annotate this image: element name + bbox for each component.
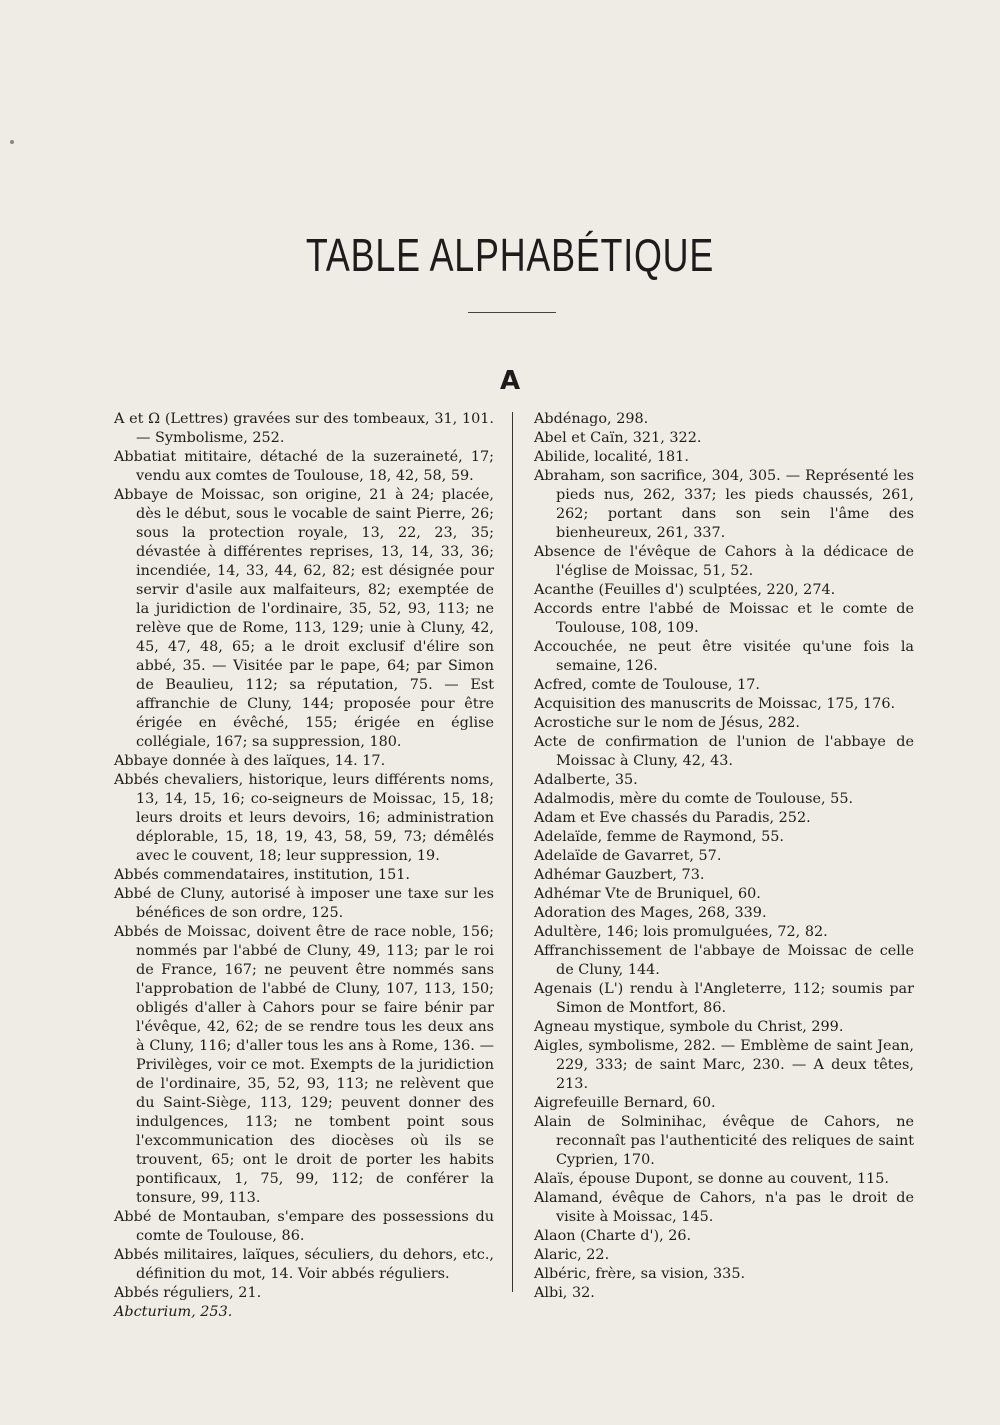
- column-divider: [512, 412, 513, 1292]
- index-entry: Abbatiat mititaire, détaché de la suzeraineté, 17; vendu aux comtes de Toulouse, 18, 42, 58, 59.: [114, 449, 494, 484]
- index-entry: Acfred, comte de Toulouse, 17.: [534, 677, 760, 693]
- index-entry: Acquisition des manuscrits de Moissac, 175, 176.: [534, 696, 896, 712]
- index-entry: Alaon (Charte d'), 26.: [534, 1228, 692, 1244]
- index-entry: Adultère, 146; lois promulguées, 72, 82.: [534, 924, 828, 940]
- index-entry: Adoration des Mages, 268, 339.: [534, 905, 767, 921]
- index-entry: Abbés réguliers, 21.: [114, 1285, 262, 1301]
- index-entry: Abbés commendataires, institution, 151.: [114, 867, 410, 883]
- index-entry: Acrostiche sur le nom de Jésus, 282.: [534, 715, 800, 731]
- index-entry: Agneau mystique, symbole du Christ, 299.: [534, 1019, 844, 1035]
- index-entry: Aigles, symbolisme, 282. — Emblème de saint Jean, 229, 333; de saint Marc, 230. — A deux têtes, 213.: [534, 1038, 914, 1092]
- index-entry: Albéric, frère, sa vision, 335.: [534, 1266, 746, 1282]
- index-entry: Abbaye donnée à des laïques, 14. 17.: [114, 753, 386, 769]
- index-entry: Agenais (L') rendu à l'Angleterre, 112; soumis par Simon de Montfort, 86.: [534, 981, 914, 1016]
- index-entry: Adam et Eve chassés du Paradis, 252.: [534, 810, 811, 826]
- index-entry: Adalberte, 35.: [534, 772, 638, 788]
- index-entry: Albi, 32.: [534, 1285, 595, 1301]
- index-entry: Adalmodis, mère du comte de Toulouse, 55.: [534, 791, 854, 807]
- index-entry: Accords entre l'abbé de Moissac et le comte de Toulouse, 108, 109.: [534, 601, 914, 636]
- page-mark: [10, 140, 14, 144]
- index-entry: Adhémar Vte de Bruniquel, 60.: [534, 886, 761, 902]
- index-entry: Alaric, 22.: [534, 1247, 610, 1263]
- index-entry: Absence de l'évêque de Cahors à la dédicace de l'église de Moissac, 51, 52.: [534, 544, 914, 579]
- index-entry: Abbé de Cluny, autorisé à imposer une taxe sur les bénéfices de son ordre, 125.: [114, 886, 494, 921]
- index-entry: Abel et Caïn, 321, 322.: [534, 430, 702, 446]
- index-entry: Abbés militaires, laïques, séculiers, du dehors, etc., définition du mot, 14. Voir abbés réguliers.: [114, 1247, 494, 1282]
- index-entry: Adelaïde de Gavarret, 57.: [534, 848, 722, 864]
- page-title: TABLE ALPHABÉTIQUE: [305, 229, 715, 281]
- index-entry: Alamand, évêque de Cahors, n'a pas le droit de visite à Moissac, 145.: [534, 1190, 914, 1225]
- index-entry: Adhémar Gauzbert, 73.: [534, 867, 705, 883]
- title-rule: [468, 312, 556, 313]
- index-entry: Abdénago, 298.: [534, 411, 649, 427]
- index-entry: Acanthe (Feuilles d') sculptées, 220, 274.: [534, 582, 836, 598]
- index-entry: A et Ω (Lettres) gravées sur des tombeaux, 31, 101. — Symbolisme, 252.: [114, 411, 494, 446]
- right-column: [534, 410, 914, 1303]
- index-entry: Aigrefeuille Bernard, 60.: [534, 1095, 716, 1111]
- index-entry: Abbés chevaliers, historique, leurs différents noms, 13, 14, 15, 16; co-seigneurs de Moissac, 15, 18; leurs droits et leurs devoirs, 16; administration déplorable, 15, 18, 19, 43, 58, 59, 73; démêlés avec le couvent, 18; leur suppression, 19.: [114, 772, 494, 864]
- index-entry: Alaïs, épouse Dupont, se donne au couvent, 115.: [534, 1171, 890, 1187]
- index-entry: Abcturium, 253.: [114, 1304, 233, 1320]
- index-entry: Accouchée, ne peut être visitée qu'une fois la semaine, 126.: [534, 639, 914, 674]
- index-entry: Alain de Solminihac, évêque de Cahors, ne reconnaît pas l'authenticité des reliques de saint Cyprien, 170.: [534, 1114, 914, 1168]
- index-entry: Abraham, son sacrifice, 304, 305. — Représenté les pieds nus, 262, 337; les pieds chaussés, 261, 262; portant dans son sein l'âme des bienheureux, 261, 337.: [534, 468, 914, 541]
- index-entry: Abbaye de Moissac, son origine, 21 à 24; placée, dès le début, sous le vocable de saint Pierre, 26; sous la protection royale, 13, 22, 23, 35; dévastée à différentes reprises, 13, 14, 33, 36; incendiée, 14, 33, 44, 62, 82; est désignée pour servir d'asile aux malfaiteurs, 82; exemptée de la juridiction de l'ordinaire, 35, 52, 93, 113; ne relève que de Rome, 113, 129; unie à Cluny, 42, 45, 47, 48, 65; a le droit exclusif d'élire son abbé, 35. — Visitée par le pape, 64; par Simon de Beaulieu, 112; sa réputation, 75. — Est affranchie de Cluny, 144; proposée pour être érigée en évêché, 155; érigée en église collégiale, 167; sa suppression, 180.: [114, 487, 494, 750]
- section-letter: A: [500, 366, 521, 396]
- index-entry: Abbé de Montauban, s'empare des possessions du comte de Toulouse, 86.: [114, 1209, 494, 1244]
- index-entry: Affranchissement de l'abbaye de Moissac de celle de Cluny, 144.: [534, 943, 914, 978]
- index-entry: Abilide, localité, 181.: [534, 449, 689, 465]
- left-column: [114, 410, 494, 1322]
- index-entry: Adelaïde, femme de Raymond, 55.: [534, 829, 785, 845]
- index-entry: Acte de confirmation de l'union de l'abbaye de Moissac à Cluny, 42, 43.: [534, 734, 914, 769]
- index-entry: Abbés de Moissac, doivent être de race noble, 156; nommés par l'abbé de Cluny, 49, 113; par le roi de France, 167; ne peuvent être nommés sans l'approbation de l'abbé de Cluny, 107, 113, 150; obligés d'aller à Cahors pour se faire bénir par l'évêque, 42, 62; de se rendre tous les deux ans à Cluny, 116; d'aller tous les ans à Rome, 136. — Privilèges, voir ce mot. Exempts de la juridiction de l'ordinaire, 35, 52, 93, 113; ne relèvent que du Saint-Siège, 113, 129; peuvent donner des indulgences, 113; ne tombent point sous l'excommunication des diocèses où ils se trouvent, 65; ont le droit de porter les habits pontificaux, 1, 75, 99, 112; de conférer la tonsure, 99, 113.: [114, 924, 494, 1206]
